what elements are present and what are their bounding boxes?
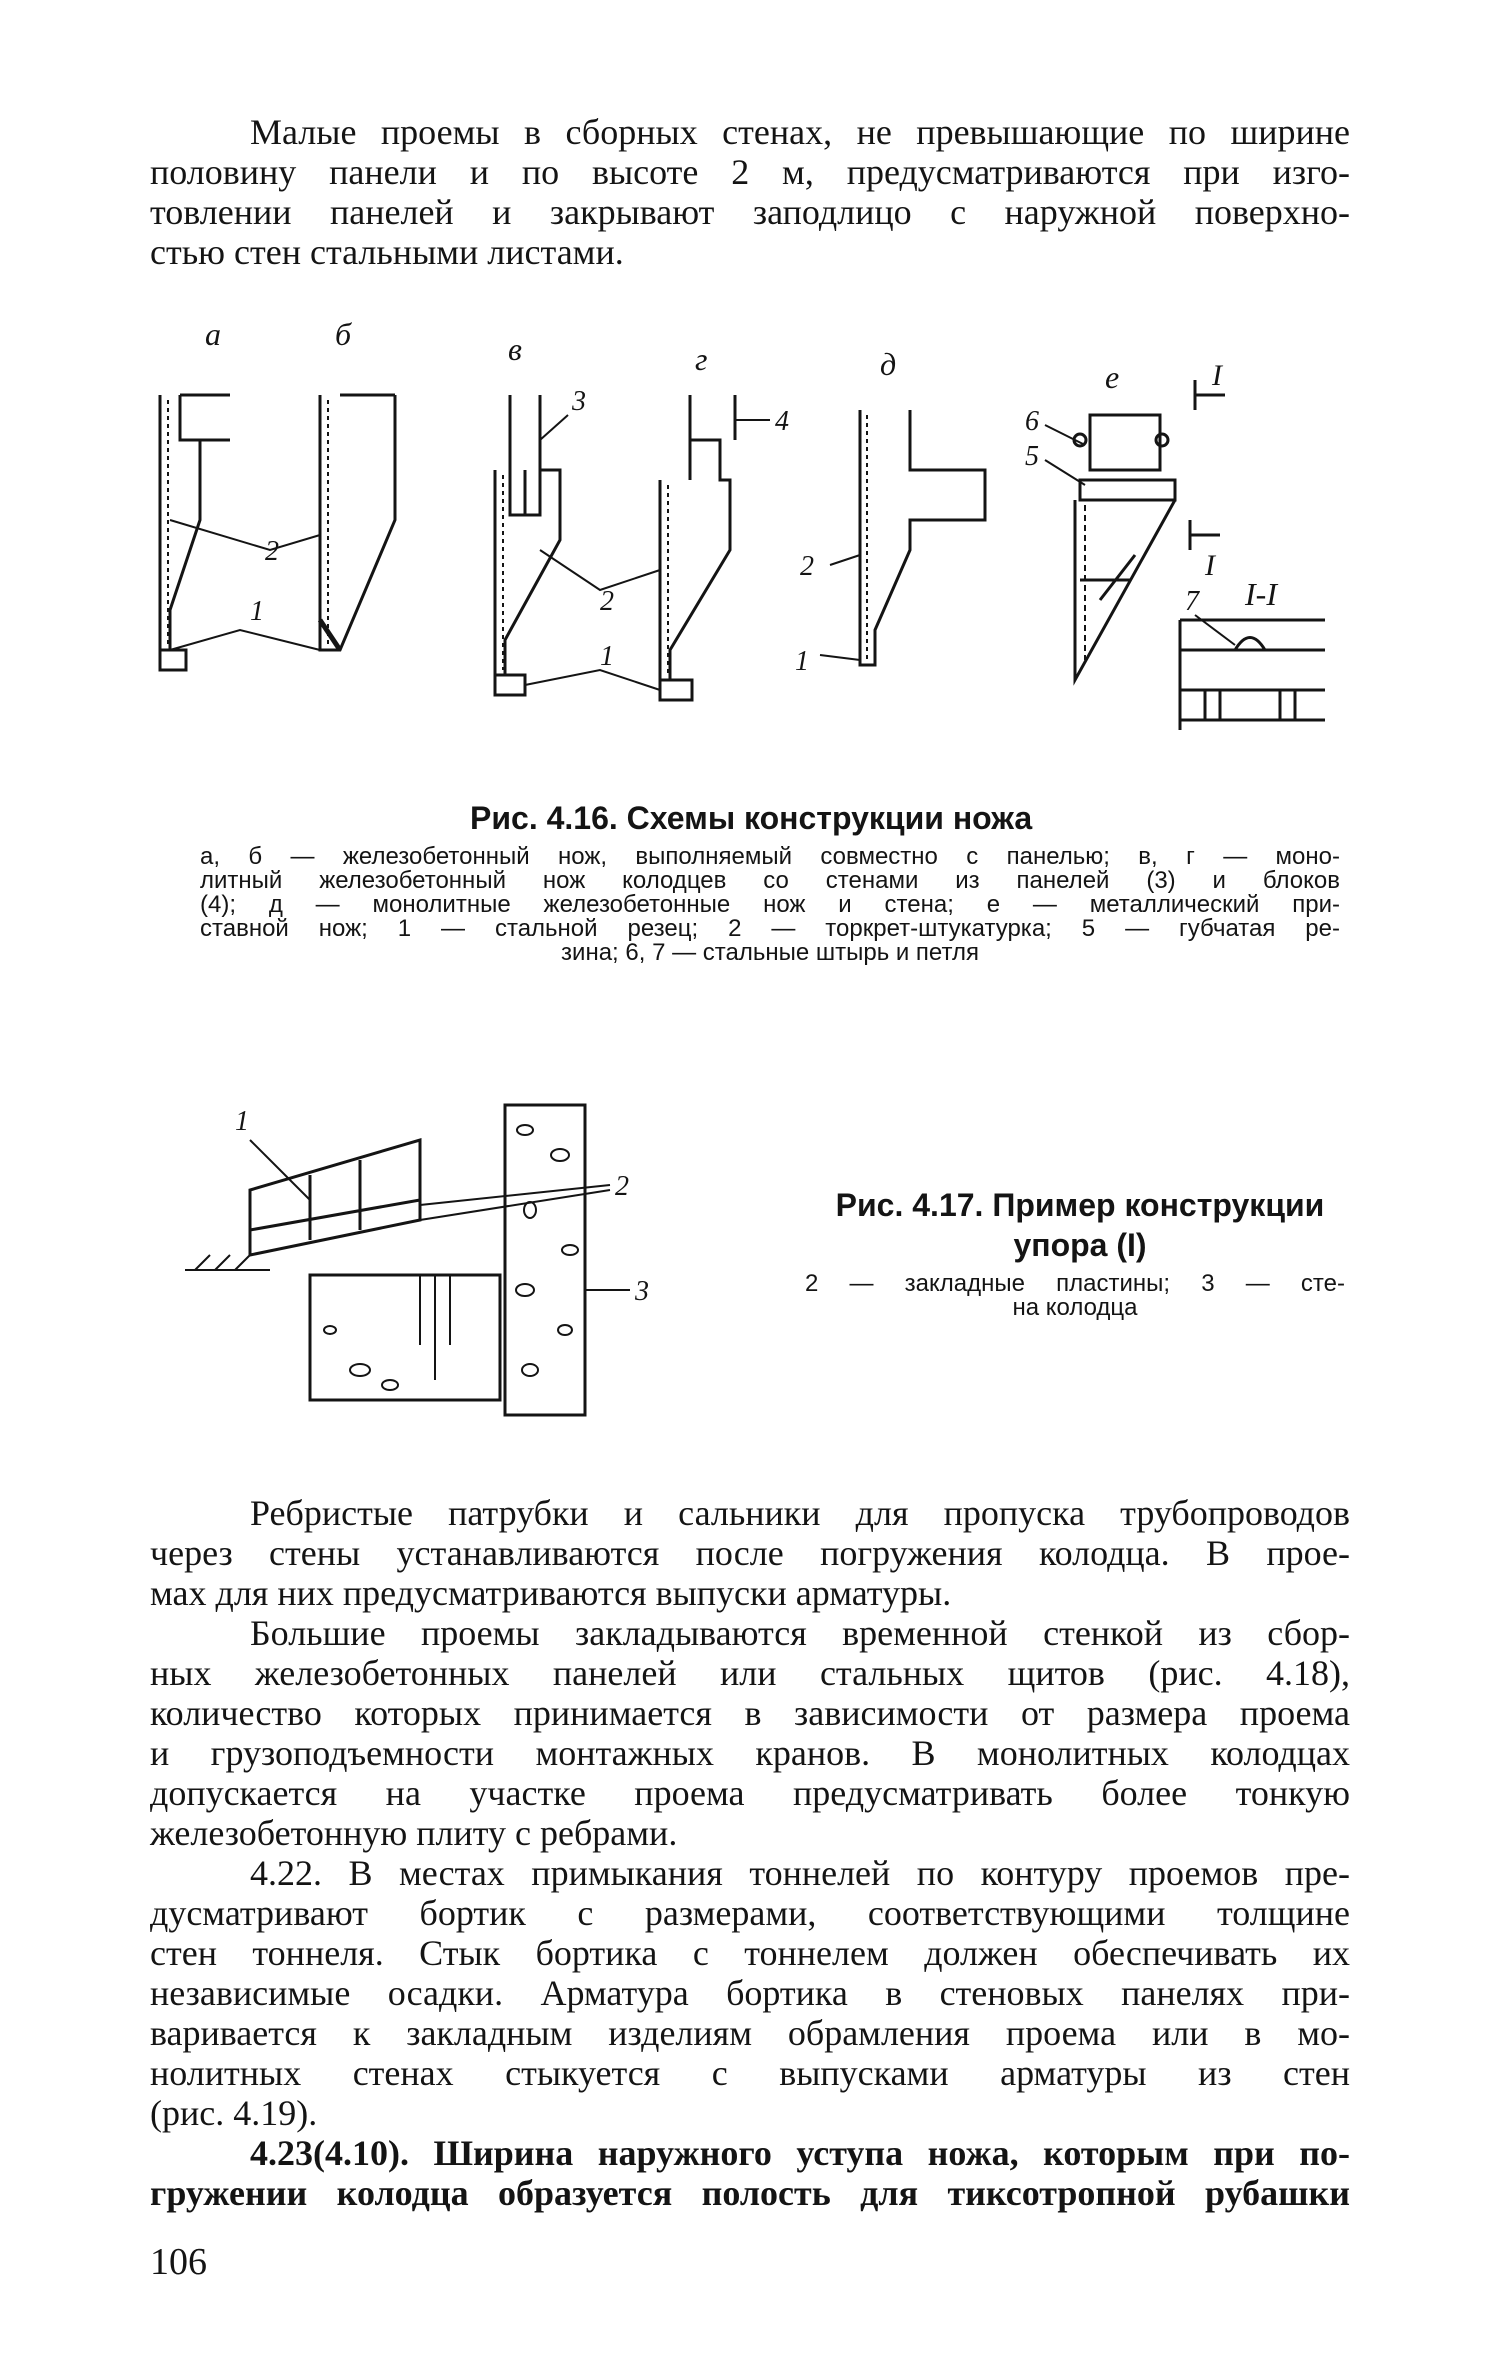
text-line: независимые осадки. Арматура бортика в стеновых панелях при-: [150, 1973, 1350, 2013]
caption-line: 2 — закладные пластины; 3 — сте-: [805, 1270, 1345, 1297]
knife-diagram-d: [860, 410, 985, 665]
text-line: количество которых принимается в зависимости от размера проема: [150, 1693, 1350, 1733]
callout-1-vg: 1: [600, 641, 614, 672]
page-number: 106: [150, 2241, 207, 2283]
knife-diagram-v: [495, 395, 560, 695]
text-line: железобетонную плиту с ребрами.: [150, 1813, 678, 1853]
callout-3-fig417: 3: [635, 1276, 649, 1307]
text-line: 4.23(4.10). Ширина наружного уступа ножа, которым при по-: [250, 2133, 1350, 2173]
panel-letter-a: а: [205, 320, 221, 352]
section-detail: [1180, 620, 1325, 730]
intro-paragraph: [150, 112, 1350, 272]
caption-line: на колодца: [1012, 1294, 1138, 1321]
title-line: упора (I): [1013, 1227, 1147, 1263]
knife-diagram-g: [660, 395, 735, 700]
figure-4-17-caption: [805, 1272, 1345, 1320]
callout-2-vg: 2: [600, 586, 614, 617]
concrete-texture: [324, 1125, 578, 1390]
text-line: варивается к закладным изделиям обрамления проема или в мо-: [150, 2013, 1350, 2053]
figure-4-17-title: [810, 1185, 1350, 1265]
text-line: мах для них предусматриваются выпуски арматуры.: [150, 1573, 952, 1613]
text-line: половину панели и по высоте 2 м, предусматриваются при изго-: [150, 152, 1350, 192]
callout-2-fig417: 2: [615, 1171, 629, 1202]
panel-letter-d: д: [880, 346, 897, 382]
callout-5: 5: [1025, 441, 1039, 472]
figure-4-16-caption: [200, 845, 1340, 965]
panel-letter-b: б: [335, 320, 352, 352]
panel-letter-g: г: [695, 341, 708, 377]
section-mark-bottom: I: [1205, 549, 1215, 582]
text-line: Большие проемы закладываются временной стенкой из сбор-: [250, 1613, 1350, 1653]
callout-4: 4: [775, 406, 789, 437]
text-line: ных железобетонных панелей или стальных щитов (рис. 4.18),: [150, 1653, 1350, 1693]
callout-6: 6: [1025, 406, 1039, 437]
text-line: нолитных стенах стыкуется с выпусками арматуры из стен: [150, 2053, 1350, 2093]
caption-line: ставной нож; 1 — стальной резец; 2 — торкрет-штукатурка; 5 — губчатая ре-: [200, 915, 1340, 942]
callout-7: 7: [1185, 586, 1199, 617]
section-mark-top: I: [1212, 359, 1222, 392]
well-wall: [505, 1105, 585, 1415]
callout-1-ab: 1: [250, 596, 264, 627]
text-line: стью стен стальными листами.: [150, 232, 624, 272]
text-line: гружении колодца образуется полость для тиксотропной рубашки: [150, 2173, 1350, 2213]
body-paragraph-1: [150, 1493, 1350, 1613]
text-line: (рис. 4.19).: [150, 2093, 318, 2133]
panel-letter-v: в: [508, 331, 522, 367]
figure-4-16-drawing: [0, 320, 1500, 820]
callout-2-ab: 2: [265, 536, 279, 567]
concrete-block: [310, 1275, 500, 1400]
support-frame: [250, 1140, 420, 1255]
caption-line: (4); д — монолитные железобетонные нож и стена; е — металлический при-: [200, 891, 1340, 918]
title-line: Рис. 4.17. Пример конструкции: [835, 1187, 1325, 1223]
text-line: и грузоподъемности монтажных кранов. В монолитных колодцах: [150, 1733, 1350, 1773]
caption-line: зина; 6, 7 — стальные штырь и петля: [561, 939, 979, 966]
callout-3: 3: [572, 386, 586, 417]
knife-diagram-b: [320, 395, 395, 650]
caption-line: а, б — железобетонный нож, выполняемый совместно с панелью; в, г — моно-: [200, 843, 1340, 870]
figure-4-16-title: Рис. 4.16. Схемы конструкции ножа: [470, 800, 1033, 836]
body-paragraph-4: [150, 2133, 1350, 2213]
callout-2-d: 2: [800, 551, 814, 582]
text-line: 4.22. В местах примыкания тоннелей по контуру проемов пре-: [250, 1853, 1350, 1893]
text-line: Малые проемы в сборных стенах, не превышающие по ширине: [250, 112, 1350, 152]
section-label: I-I: [1245, 576, 1277, 612]
knife-diagram-e: [1074, 415, 1175, 680]
text-line: стен тоннеля. Стык бортика с тоннелем должен обеспечивать их: [150, 1933, 1350, 1973]
text-line: Ребристые патрубки и сальники для пропуска трубопроводов: [250, 1493, 1350, 1533]
figure-4-17-drawing: [180, 1100, 700, 1430]
text-line: дусматривают бортик с размерами, соответствующими толщине: [150, 1893, 1350, 1933]
body-paragraph-2: [150, 1613, 1350, 1853]
callout-1-d: 1: [795, 646, 809, 677]
text-line: товлении панелей и закрывают заподлицо с наружной поверхно-: [150, 192, 1350, 232]
callout-1-fig417: 1: [235, 1106, 249, 1137]
body-paragraph-3: [150, 1853, 1350, 2133]
text-line: допускается на участке проема предусматривать более тонкую: [150, 1773, 1350, 1813]
text-line: через стены устанавливаются после погружения колодца. В прое-: [150, 1533, 1350, 1573]
knife-diagram-a: [160, 395, 230, 670]
caption-line: литный железобетонный нож колодцев со стенами из панелей (3) и блоков: [200, 867, 1340, 894]
panel-letter-e: е: [1105, 359, 1120, 395]
